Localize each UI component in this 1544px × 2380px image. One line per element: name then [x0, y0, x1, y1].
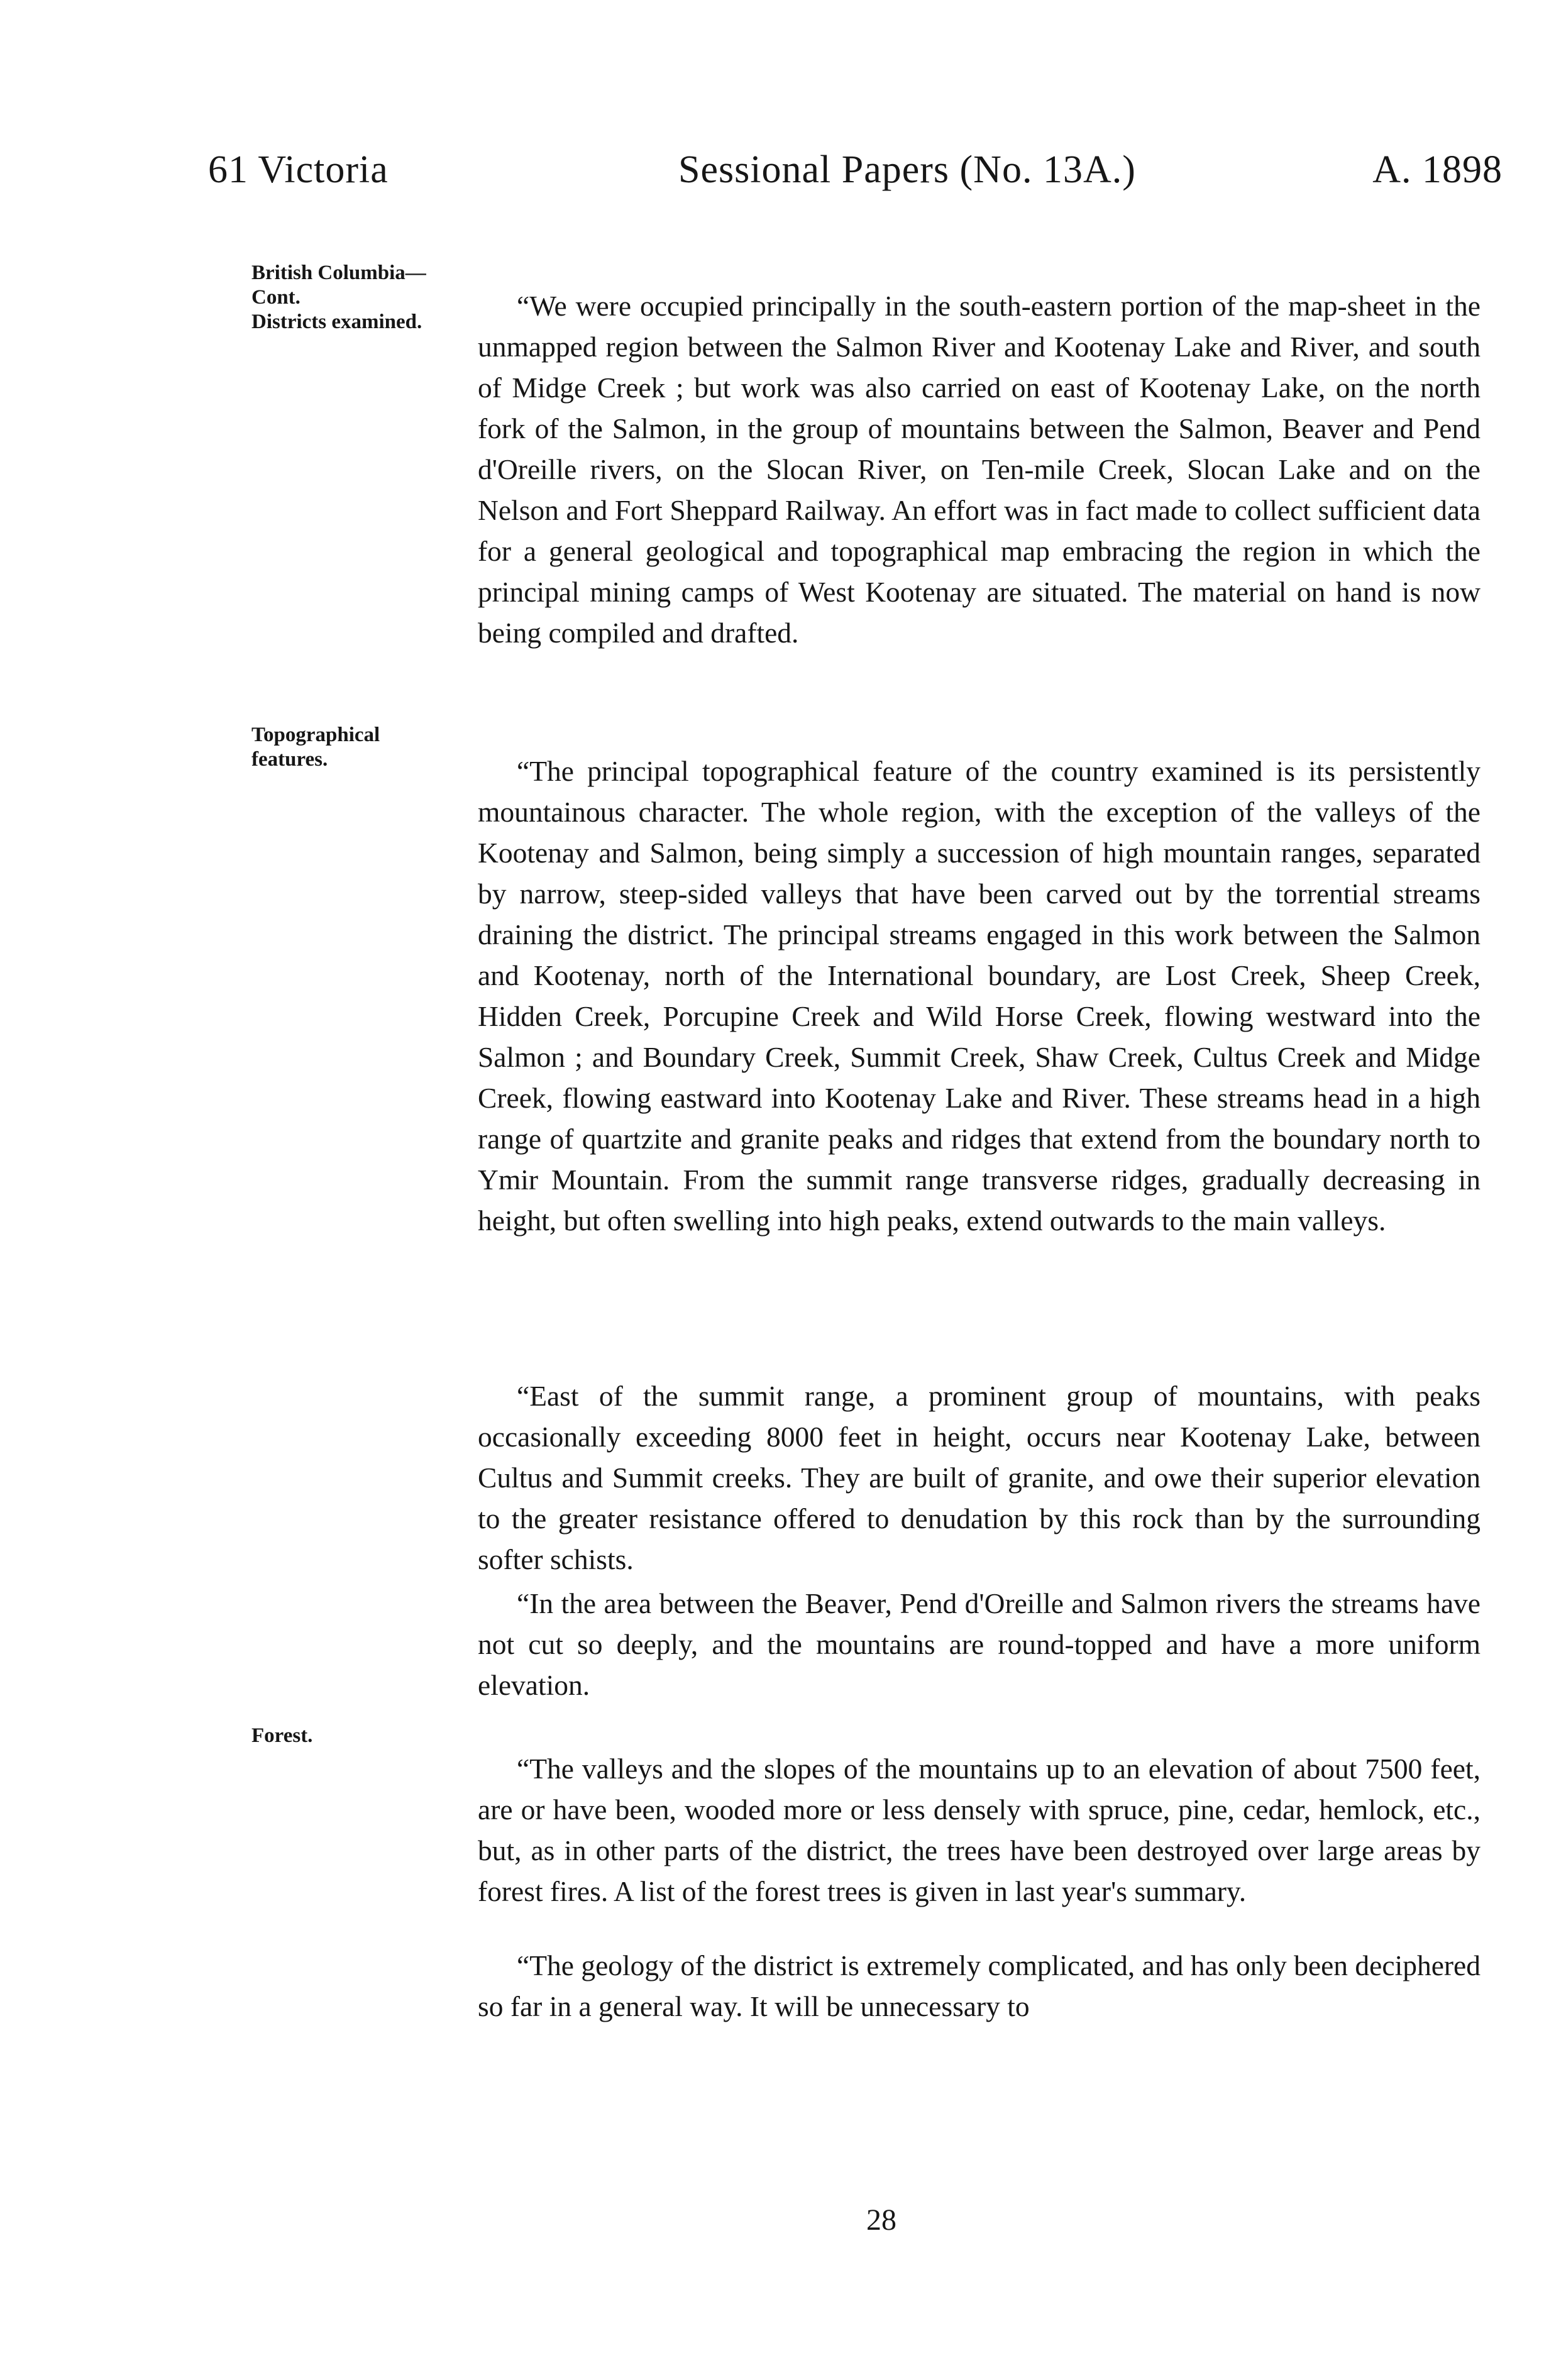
- paragraph-topography: “The principal topographical feature of the country examined is its persistently mountainous character. The whole region, with the exception of the valleys of the Kootenay and Salmon, being simply a succession of high mountain ranges, separated by narrow, steep-sided valleys that have been carved out by the torrential streams draining the district. The principal streams engaged in this work between the Salmon and Kootenay, north of the International boundary, are Lost Creek, Sheep Creek, Hidden Creek, Porcupine Creek and Wild Horse Creek, flowing westward into the Salmon ; and Boundary Creek, Summit Creek, Shaw Creek, Cultus Creek and Midge Creek, flowing eastward into Kootenay Lake and River. These streams head in a high range of quartzite and granite peaks and ridges that extend from the boundary north to Ymir Mountain. From the summit range transverse ridges, gradually decreasing in height, but often swelling into high peaks, extend outwards to the main valleys.: [478, 754, 1481, 1237]
- page-number: 28: [866, 2203, 896, 2237]
- margin-note-forest: Forest.: [251, 1724, 313, 1747]
- paragraph-summit-range: “East of the summit range, a prominent group of mountains, with peaks occasionally exceeding 8000 feet in height, occurs near Kootenay Lake, between Cultus and Summit creeks. They are built of granite, and owe their superior elevation to the greater resistance offered to denudation by this rock than by the surrounding softer schists.: [478, 1379, 1481, 1575]
- margin-note-topographical: Topographical features.: [251, 724, 380, 771]
- paragraph-forest: “The valleys and the slopes of the mountains up to an elevation of about 7500 feet, are or have been, wooded more or less densely with spruce, pine, cedar, hemlock, etc., but, as in other parts of the district, the trees have been destroyed over large areas by forest fires. A list of the forest trees is given in last year's summary.: [478, 1752, 1481, 1907]
- paragraph-districts: “We were occupied principally in the south-eastern portion of the map-sheet in the unmapped region between the Salmon River and Kootenay Lake and River, and south of Midge Creek ; but work was also carried on east of Kootenay Lake, on the north fork of the Salmon, in the group of mountains between the Salmon, Beaver and Pend d'Oreille rivers, on the Slocan River, on Ten-mile Creek, Slocan Lake and on the Nelson and Fort Sheppard Railway. An effort was in fact made to collect sufficient data for a general geological and topographical map embracing the region in which the principal mining camps of West Kootenay are situated. The material on hand is now being compiled and drafted.: [478, 289, 1481, 649]
- paragraph-geology: “The geology of the district is extremely complicated, and has only been deciphered so far in a general way. It will be unnecessary to: [478, 1949, 1481, 2022]
- publication-title: Sessional Papers (No. 13A.): [678, 148, 1136, 191]
- paragraph-beaver-area: “In the area between the Beaver, Pend d'Oreille and Salmon rivers the streams have not cut so deeply, and the mountains are round-topped and have a more uniform elevation.: [478, 1587, 1481, 1701]
- running-header: [0, 135, 1544, 204]
- session-label: 61 Victoria: [208, 148, 389, 191]
- year-label: A. 1898: [1372, 148, 1503, 191]
- margin-note-districts: British Columbia—Cont. Districts examined.: [251, 262, 426, 333]
